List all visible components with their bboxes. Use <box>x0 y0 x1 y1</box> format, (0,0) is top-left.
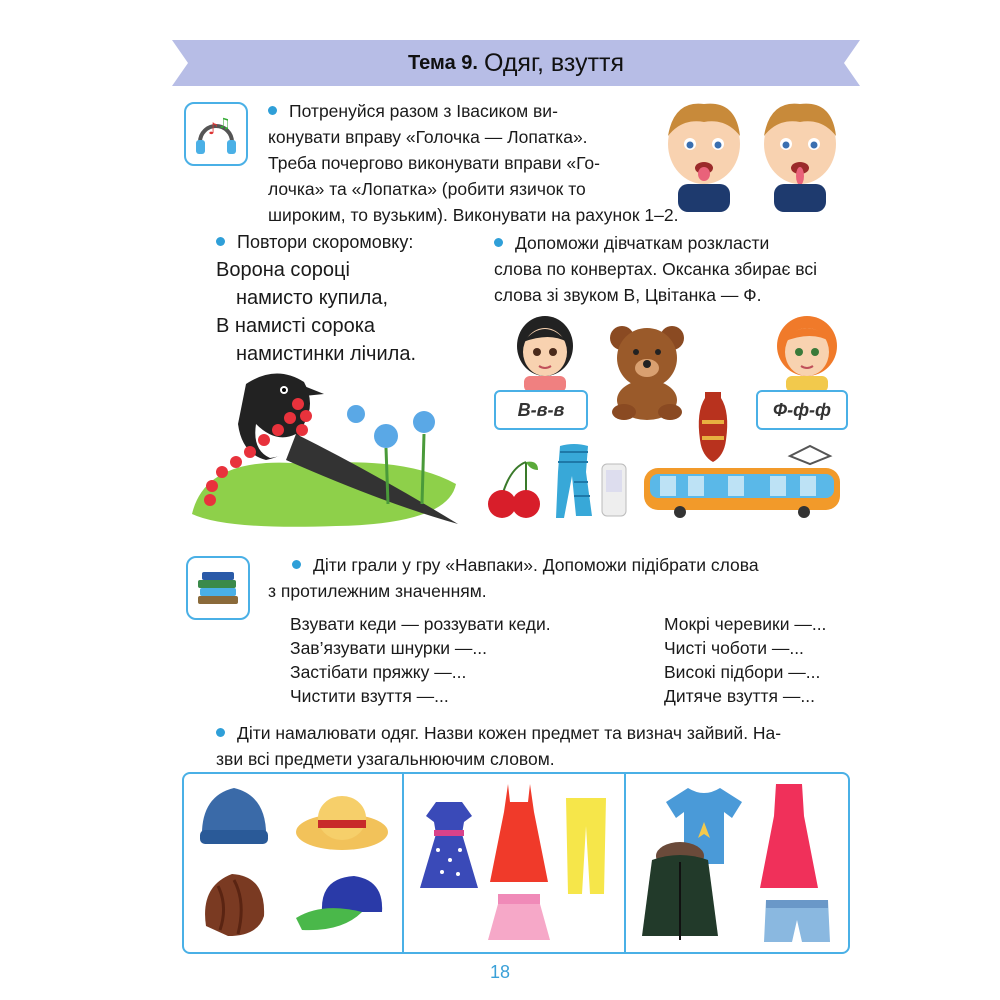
bullet-icon <box>494 238 503 247</box>
brown-hat-icon <box>198 866 270 940</box>
task5-text: Діти намалювати одяг. Назви кожен предмет та визнач зайвий. На- <box>216 720 846 746</box>
pink-skirt-icon <box>486 892 552 942</box>
scarf-icon <box>552 442 596 522</box>
envelope-f: Ф-ф-ф <box>756 390 848 430</box>
girl-oksanka-icon <box>510 312 580 392</box>
yellow-pants-icon <box>562 796 610 896</box>
bullet-icon <box>216 728 225 737</box>
blue-dress-icon <box>418 800 480 892</box>
list-item: Застібати пряжку —... <box>290 662 467 682</box>
books-icon <box>186 556 250 620</box>
teddy-bear-icon <box>604 320 690 420</box>
magpie-necklace-icon <box>186 364 466 532</box>
list-item: Взувати кеди — роззувати кеди. <box>290 614 551 634</box>
svg-text:♫: ♫ <box>218 116 231 132</box>
list-item: Дитяче взуття —... <box>664 686 815 706</box>
task4-text-2: з протилежним значенням. <box>268 581 487 601</box>
svg-text:♪: ♪ <box>208 119 219 138</box>
page-title: Тема 9. Одяг, взуття <box>407 48 625 77</box>
list-item: Зав’язувати шнурки —... <box>290 638 488 658</box>
list-item: Чисті чоботи —... <box>664 638 804 658</box>
task2-heading: Повтори скоромовку: <box>216 230 413 254</box>
page-number: 18 <box>489 962 511 982</box>
envelope-v: В-в-в <box>494 390 588 430</box>
girl-tsvitanka-icon <box>772 312 842 392</box>
bullet-icon <box>268 106 277 115</box>
pink-dress-icon <box>758 780 820 892</box>
red-dress-icon <box>488 782 550 886</box>
list-item: Мокрі черевики —... <box>664 614 827 634</box>
opposites-right-list <box>664 612 826 708</box>
straw-hat-icon <box>294 788 390 854</box>
bullet-icon <box>292 560 301 569</box>
phone-icon <box>596 460 632 520</box>
bullet-icon <box>216 237 225 246</box>
task1-text-last: широким, то вузьким). Виконувати на рахунок 1–2. <box>268 205 679 225</box>
tram-icon <box>640 444 844 520</box>
baseball-cap-icon <box>292 872 388 934</box>
denim-shorts-icon <box>762 898 832 944</box>
cherries-icon <box>486 458 542 520</box>
task5-text-2: зви всі предмети узагальнюючим словом. <box>216 749 555 769</box>
boys-tongue-icon <box>660 96 846 212</box>
list-item: Чистити взуття —... <box>290 686 449 706</box>
frame-divider <box>624 772 626 952</box>
frame-divider <box>402 772 404 952</box>
tongue-twister: Ворона сороці намисто купила, В намисті сорока намистинки лічила. <box>216 259 416 365</box>
title-banner <box>172 40 860 86</box>
task1-text: Потренуйся разом з Івасиком ви- конувати вправу «Голочка — Лопатка». Треба почергово виконувати вправи «Го- лочка» та «Лопатка» (робити язичок то <box>268 101 600 199</box>
winter-jacket-icon <box>638 840 722 944</box>
list-item: Високі підбори —... <box>664 662 821 682</box>
task4-text: Діти грали у гру «Навпаки». Допоможи підібрати слова <box>292 552 848 578</box>
opposites-left-list <box>290 612 551 708</box>
task3-text: Допоможи дівчаткам розкласти слова по конвертах. Оксанка збирає всі слова зі звуком В, Цвітанка — Ф. <box>494 233 817 305</box>
knit-hat-icon <box>196 782 272 848</box>
music-headphones-icon <box>184 102 248 166</box>
